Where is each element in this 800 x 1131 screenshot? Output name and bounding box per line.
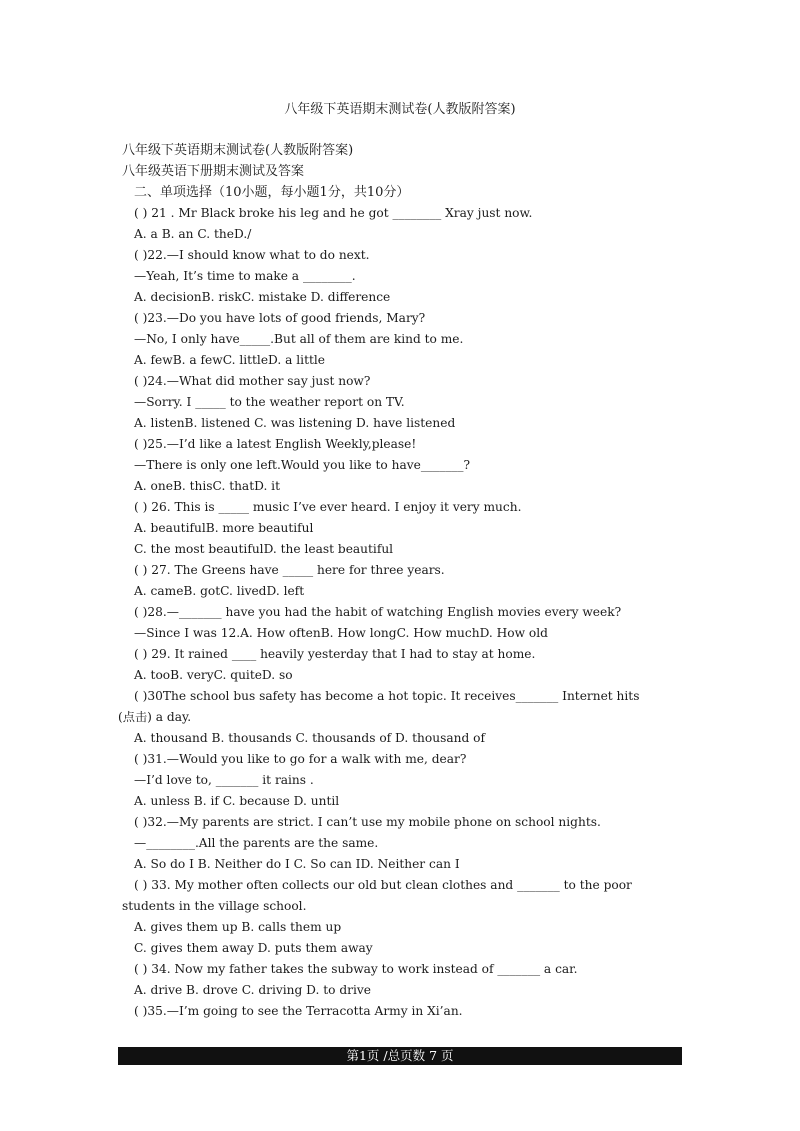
question-line: —No, I only have_____.But all of them are kind to me. [134,332,464,346]
question-line: ( )22.—I should know what to do next. [134,248,370,262]
page-title: 八年级下英语期末测试卷(人教版附答案) [284,102,516,117]
question-line: A. beautifulB. more beautiful [134,521,314,535]
question-block-2 [122,728,682,875]
question-line: C. gives them away D. puts them away [134,941,373,955]
question-line: —Yeah, It’s time to make a ________. [134,269,356,283]
question-33-line-1: ( ) 33. My mother often collects our old but clean clothes and _______ to the poor [134,878,632,892]
page-footer: 第1页 /总页数 7 页 [118,1047,682,1065]
question-line: A. cameB. gotC. livedD. left [134,584,305,598]
question-line: A. thousand B. thousands C. thousands of D. thousand of [134,731,485,745]
document-body [118,140,682,1022]
question-line: —Sorry. I _____ to the weather report on TV. [134,395,405,409]
question-line: ( )35.—I’m going to see the Terracotta Army in Xi’an. [134,1004,463,1018]
question-line: —I’d love to, _______ it rains . [134,773,314,787]
question-line: ( ) 21 . Mr Black broke his leg and he got ________ Xray just now. [134,206,533,220]
question-line: ( )25.—I’d like a latest English Weekly,please! [134,437,417,451]
question-block-3 [122,917,682,1022]
question-line: ( )24.—What did mother say just now? [134,374,371,388]
question-line: —There is only one left.Would you like to have_______? [134,458,471,472]
question-line: A. So do I B. Neither do I C. So can ID. Neither can I [134,857,460,871]
document-subheading: 八年级英语下册期末测试及答案 [122,164,305,179]
question-line: A. drive B. drove C. driving D. to drive [134,983,371,997]
question-line: ( ) 34. Now my father takes the subway to work instead of _______ a car. [134,962,578,976]
question-line: C. the most beautifulD. the least beautiful [134,542,394,556]
question-line: —________.All the parents are the same. [134,836,379,850]
question-line: ( ) 26. This is _____ music I’ve ever heard. I enjoy it very much. [134,500,522,514]
question-line: A. decisionB. riskC. mistake D. difference [134,290,391,304]
question-30-line-1: ( )30The school bus safety has become a hot topic. It receives_______ Internet hits [134,689,640,703]
question-line: A. a B. an C. theD./ [134,227,252,241]
question-line: A. gives them up B. calls them up [134,920,342,934]
question-line: ( )31.—Would you like to go for a walk with me, dear? [134,752,467,766]
document-heading: 八年级下英语期末测试卷(人教版附答案) [122,143,354,158]
question-line: A. oneB. thisC. thatD. it [134,479,280,493]
question-line: ( )28.—_______ have you had the habit of watching English movies every week? [134,605,622,619]
question-block-1 [122,203,682,686]
question-line: A. tooB. veryC. quiteD. so [134,668,293,682]
question-line: ( )23.—Do you have lots of good friends, Mary? [134,311,426,325]
question-33-line-2: students in the village school. [122,899,307,913]
question-line: A. fewB. a fewC. littleD. a little [134,353,325,367]
question-line: ( ) 27. The Greens have _____ here for three years. [134,563,445,577]
question-line: A. unless B. if C. because D. until [134,794,340,808]
question-line: —Since I was 12.A. How oftenB. How longC. How muchD. How old [134,626,548,640]
question-line: A. listenB. listened C. was listening D. have listened [134,416,456,430]
question-line: ( )32.—My parents are strict. I can’t use my mobile phone on school nights. [134,815,601,829]
section-heading: 二、单项选择（10小题，每小题1分，共10分） [134,185,410,200]
question-30-line-2: (点击) a day. [118,710,192,724]
question-line: ( ) 29. It rained ____ heavily yesterday that I had to stay at home. [134,647,536,661]
